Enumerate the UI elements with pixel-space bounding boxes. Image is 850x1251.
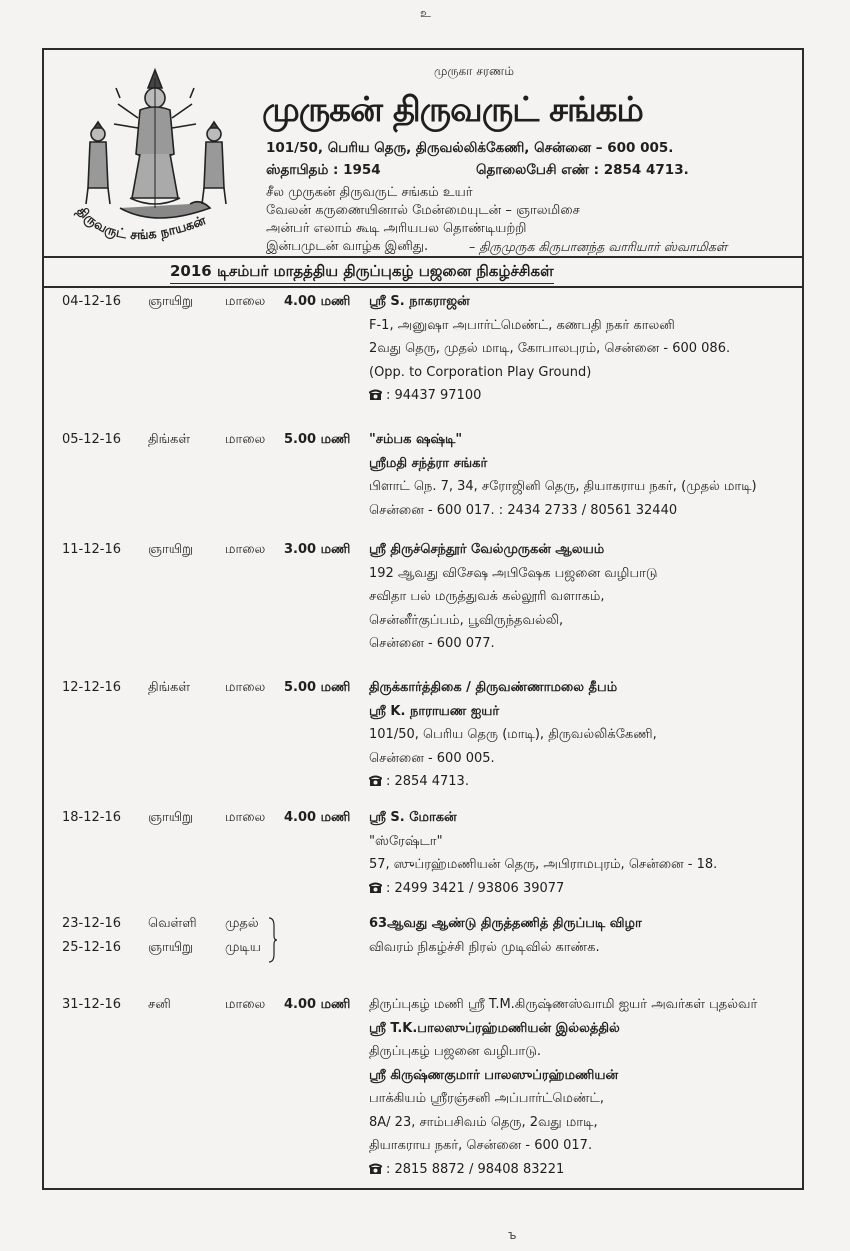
verse-line: இன்பமுடன் வாழ்க இனிது. bbox=[266, 239, 429, 254]
page-mark-top: உ bbox=[420, 6, 431, 20]
event-detail-line bbox=[369, 456, 487, 472]
event-detail-line bbox=[369, 1138, 592, 1154]
org-address: 101/50, பெரிய தெரு, திருவல்லிக்கேணி, சென்னை – 600 005. bbox=[266, 140, 674, 156]
event-detail-text: ஸ்ரீ கிருஷ்ணகுமார் பாலஸுப்ரஹ்மணியன் bbox=[369, 1067, 619, 1083]
event-detail-text: ஸ்ரீ T.K.பாலஸுப்ரஹ்மணியன் இல்லத்தில் bbox=[369, 1020, 620, 1036]
event-detail-text: ஸ்ரீமதி சந்த்ரா சங்கர் bbox=[369, 455, 488, 471]
event-detail-text: சென்னை - 600 005. bbox=[369, 750, 495, 766]
event-detail-text: (Opp. to Corporation Play Ground) bbox=[369, 364, 592, 380]
event-detail-text: பிளாட் நெ. 7, 34, சரோஜினி தெரு, தியாகராய நகர், (முதல் மாடி) bbox=[369, 479, 757, 494]
event-detail-text: 63ஆவது ஆண்டு திருத்தணித் திருப்படி விழா bbox=[369, 916, 642, 931]
event-day: சனி bbox=[148, 997, 171, 1012]
event-day: ஞாயிறு bbox=[148, 294, 193, 309]
event-detail-line bbox=[369, 704, 499, 720]
event-detail-text: சவிதா பல் மருத்துவக் கல்லூரி வளாகம், bbox=[369, 589, 605, 604]
event-detail-line bbox=[369, 1021, 620, 1037]
page-mark-bottom: ъ bbox=[508, 1228, 517, 1242]
event-date: 05-12-16 bbox=[62, 432, 122, 447]
event-time: 4.00 மணி bbox=[284, 997, 351, 1012]
range-brace bbox=[268, 916, 278, 964]
event-day: திங்கள் bbox=[148, 680, 191, 695]
event-detail-text: 2வது தெரு, முதல் மாடி, கோபாலபுரம், சென்னை - 600 086. bbox=[369, 341, 731, 356]
event-detail-line bbox=[369, 916, 642, 932]
event-detail-line bbox=[369, 1091, 604, 1107]
event-detail-line bbox=[369, 318, 675, 334]
event-detail-line bbox=[369, 479, 757, 495]
org-phone: தொலைபேசி எண் : 2854 4713. bbox=[476, 162, 689, 178]
event-detail-line bbox=[369, 881, 564, 896]
event-detail-line bbox=[369, 294, 470, 310]
event-time: 5.00 மணி bbox=[284, 432, 351, 447]
event-detail-line bbox=[369, 834, 443, 850]
phone-icon bbox=[369, 389, 382, 400]
event-time: 4.00 மணி bbox=[284, 810, 351, 825]
event-day: திங்கள் bbox=[148, 432, 191, 447]
event-detail-text: சென்னை - 600 077. bbox=[369, 636, 495, 651]
phone-icon bbox=[369, 882, 382, 893]
event-detail-text: 8A/ 23, சாம்பசிவம் தெரு, 2வது மாடி, bbox=[369, 1114, 598, 1130]
event-detail-text: திருப்புகழ் மணி ஸ்ரீ T.M.கிருஷ்ணஸ்வாமி ஐயர் அவர்கள் புதல்வர் bbox=[369, 997, 758, 1012]
event-detail-text: : 2854 4713. bbox=[386, 774, 469, 789]
event-time: 3.00 மணி bbox=[284, 542, 351, 557]
verse-author: – திருமுருக கிருபானந்த வாரியார் ஸ்வாமிகள் bbox=[469, 239, 728, 254]
event-day: வெள்ளி bbox=[148, 916, 197, 931]
event-detail-text: சென்னீர்குப்பம், பூவிருந்தவல்லி, bbox=[369, 612, 564, 628]
event-session: மாலை bbox=[225, 542, 266, 557]
event-detail-line bbox=[369, 1068, 618, 1084]
org-name: முருகன் திருவருட் சங்கம் bbox=[262, 90, 643, 130]
event-session: முதல் bbox=[225, 916, 259, 931]
event-time: 5.00 மணி bbox=[284, 680, 351, 695]
event-detail-text: விவரம் நிகழ்ச்சி நிரல் முடிவில் காண்க. bbox=[369, 939, 600, 955]
event-detail-line bbox=[369, 774, 469, 789]
org-founded: ஸ்தாபிதம் : 1954 bbox=[266, 162, 381, 178]
event-detail-text: : 94437 97100 bbox=[386, 388, 482, 403]
event-detail-line bbox=[369, 566, 658, 582]
event-session: முடிய bbox=[225, 940, 261, 955]
event-detail-line bbox=[369, 613, 563, 629]
event-detail-text: தியாகராய நகர், சென்னை - 600 017. bbox=[369, 1138, 593, 1153]
bulletin-sheet bbox=[42, 48, 804, 1190]
event-detail-line bbox=[369, 1044, 541, 1060]
event-date: 11-12-16 bbox=[62, 542, 122, 557]
event-detail-text: "ஸ்ரேஷ்டா" bbox=[369, 833, 443, 849]
event-session: மாலை bbox=[225, 997, 266, 1012]
event-detail-text: பாக்கியம் ஸ்ரீரஞ்சனி அப்பார்ட்மெண்ட், bbox=[369, 1091, 604, 1106]
event-detail-text: 57, ஸுப்ரஹ்மணியன் தெரு, அபிராமபுரம், சென்னை - 18. bbox=[369, 857, 718, 872]
verse-line: வேலன் கருணையினால் மேன்மையுடன் – ஞாலமிசை bbox=[266, 203, 580, 218]
event-detail-line bbox=[369, 857, 717, 873]
event-detail-line bbox=[369, 503, 677, 519]
event-detail-text: திருப்புகழ் பஜனை வழிபாடு. bbox=[369, 1044, 541, 1059]
event-detail-text: திருக்கார்த்திகை / திருவண்ணாமலை தீபம் bbox=[369, 680, 618, 695]
schedule-title: 2016 டிசம்பர் மாதத்திய திருப்புகழ் பஜனை நிகழ்ச்சிகள் bbox=[170, 262, 554, 284]
event-session: மாலை bbox=[225, 432, 266, 447]
event-detail-line bbox=[369, 432, 462, 448]
event-day: ஞாயிறு bbox=[148, 542, 193, 557]
event-date: 04-12-16 bbox=[62, 294, 122, 309]
event-date: 31-12-16 bbox=[62, 997, 122, 1012]
event-detail-line bbox=[369, 636, 495, 652]
event-detail-line bbox=[369, 589, 605, 605]
invocation: முருகா சரணம் bbox=[434, 64, 514, 78]
event-detail-text: ஸ்ரீ S. நாகராஜன் bbox=[369, 294, 470, 309]
phone-icon bbox=[369, 1163, 382, 1174]
event-detail-line bbox=[369, 751, 495, 767]
event-session: மாலை bbox=[225, 294, 266, 309]
logo-caption: திருவருட் சங்க நாயகன் bbox=[73, 203, 208, 244]
event-session: மாலை bbox=[225, 810, 266, 825]
event-detail-text: F-1, அனுஷா அபார்ட்மெண்ட், கணபதி நகர் காலனி bbox=[369, 317, 675, 333]
event-detail-text: ஸ்ரீ திருச்செந்தூர் வேல்முருகன் ஆலயம் bbox=[369, 542, 605, 557]
event-session: மாலை bbox=[225, 680, 266, 695]
event-detail-text: 192 ஆவது விசேஷ அபிஷேக பஜனை வழிபாடு bbox=[369, 565, 658, 581]
event-time: 4.00 மணி bbox=[284, 294, 351, 309]
event-detail-text: ஸ்ரீ K. நாராயண ஐயர் bbox=[369, 703, 500, 719]
event-date: 18-12-16 bbox=[62, 810, 122, 825]
event-detail-line bbox=[369, 365, 591, 380]
verse-line: அன்பர் எலாம் கூடி அரியபல தொண்டியற்றி bbox=[266, 221, 527, 236]
event-day: ஞாயிறு bbox=[148, 940, 193, 955]
event-detail-line bbox=[369, 341, 730, 357]
event-date: 25-12-16 bbox=[62, 940, 122, 955]
event-detail-line bbox=[369, 727, 657, 743]
event-detail-line bbox=[369, 388, 481, 403]
event-detail-line bbox=[369, 940, 600, 956]
event-detail-text: ஸ்ரீ S. மோகன் bbox=[369, 810, 457, 825]
verse-line: சீல முருகன் திருவருட் சங்கம் உயர் bbox=[266, 185, 473, 200]
event-detail-line bbox=[369, 810, 457, 826]
event-detail-text: "சம்பக ஷஷ்டி" bbox=[369, 432, 463, 447]
event-list bbox=[44, 50, 802, 1190]
event-detail-line bbox=[369, 542, 604, 558]
event-detail-line bbox=[369, 1115, 598, 1131]
event-detail-text: : 2499 3421 / 93806 39077 bbox=[386, 880, 565, 896]
phone-icon bbox=[369, 775, 382, 786]
event-detail-line bbox=[369, 1162, 564, 1177]
event-detail-text: 101/50, பெரிய தெரு (மாடி), திருவல்லிக்கேணி, bbox=[369, 727, 657, 742]
event-detail-line bbox=[369, 997, 757, 1013]
event-detail-line bbox=[369, 680, 617, 696]
event-date: 12-12-16 bbox=[62, 680, 122, 695]
event-detail-text: : 2815 8872 / 98408 83221 bbox=[386, 1161, 565, 1177]
event-date: 23-12-16 bbox=[62, 916, 122, 931]
event-day: ஞாயிறு bbox=[148, 810, 193, 825]
event-detail-text: சென்னை - 600 017. : 2434 2733 / 80561 32440 bbox=[369, 502, 678, 518]
